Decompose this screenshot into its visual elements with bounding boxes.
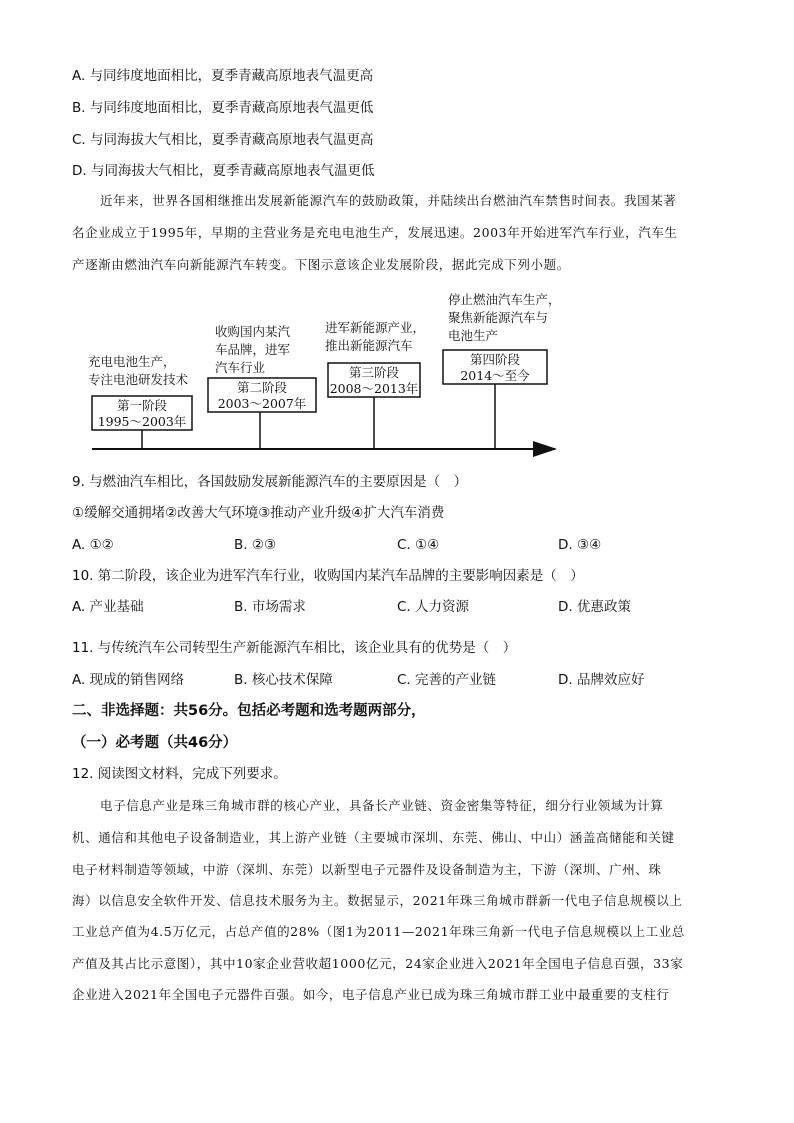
q9-option-c: C. ①④	[397, 537, 440, 553]
q10-option-b: B. 市场需求	[234, 599, 306, 615]
q12-passage-line-3: 电子材料制造等领域，中游（深圳、东莞）以新型电子元器件及设备制造为主，下游（深圳、广州、珠	[72, 862, 662, 877]
q10-option-a: A. 产业基础	[72, 599, 144, 615]
stage2-years: 2003～2007年	[217, 396, 307, 411]
stage2-desc-line-3: 汽车行业	[215, 360, 266, 375]
stage4-desc-line-2: 聚焦新能源汽车与	[448, 310, 549, 325]
q9-option-b: B. ②③	[234, 537, 277, 553]
q11-option-b: B. 核心技术保障	[234, 672, 333, 688]
q9-stem: 9. 与燃油汽车相比，各国鼓励发展新能源汽车的主要原因是（ ）	[72, 474, 468, 490]
q9-items: ①缓解交通拥堵②改善大气环境③推动产业升级④扩大汽车消费	[72, 505, 445, 521]
stage1-title: 第一阶段	[116, 398, 168, 413]
stage4-title: 第四阶段	[469, 352, 521, 367]
stage2-title: 第二阶段	[236, 380, 288, 395]
stage3-desc-line-2: 推出新能源汽车	[325, 338, 413, 353]
section2-subheading: （一）必考题（共46分）	[72, 735, 238, 751]
section2-heading: 二、非选择题：共56分。包括必考题和选考题两部分，	[72, 703, 426, 719]
passage1-line-2: 名企业成立于1995年，早期的主营业务是充电电池生产，发展迅速。2003年开始进军汽车行业，汽车生	[72, 225, 678, 240]
q11-option-a: A. 现成的销售网络	[72, 672, 185, 688]
stage1-desc-line-2: 专注电池研发技术	[88, 372, 189, 387]
q12-passage-line-1: 电子信息产业是珠三角城市群的核心产业，具备长产业链、资金密集等特征，细分行业领域为计算	[100, 798, 664, 813]
q11-option-c: C. 完善的产业链	[397, 672, 497, 688]
stage3-years: 2008～2013年	[329, 381, 419, 396]
q9-option-d: D. ③④	[558, 537, 602, 553]
stage4-desc-line-1: 停止燃油汽车生产，	[448, 292, 561, 307]
q12-passage-line-4: 海）以信息安全软件开发、信息技术服务为主。数据显示，2021年珠三角城市群新一代电子信息规模以上	[72, 893, 683, 908]
q9-option-a: A. ①②	[72, 537, 114, 553]
q10-option-d: D. 优惠政策	[558, 599, 631, 615]
stage4-desc-line-3: 电池生产	[448, 328, 499, 343]
q10-stem: 10. 第二阶段，该企业为进军汽车行业，收购国内某汽车品牌的主要影响因素是（ ）	[72, 568, 584, 584]
stage1-years: 1995～2003年	[97, 414, 187, 429]
q8-option-d: D. 与同海拔大气相比，夏季青藏高原地表气温更低	[72, 163, 375, 179]
q12-passage-line-6: 产值及其占比示意图），其中10家企业营收超1000亿元，24家企业进入2021年全国电子信息百强，33家	[72, 956, 684, 971]
q12-stem: 12. 阅读图文材料，完成下列要求。	[72, 766, 287, 782]
q12-passage-line-2: 机、通信和其他电子设备制造业，其上游产业链（主要城市深圳、东莞、佛山、中山）涵盖高储能和关键	[72, 830, 675, 845]
stage3-title: 第三阶段	[348, 365, 400, 380]
passage1-line-1: 近年来，世界各国相继推出发展新能源汽车的鼓励政策，并陆续出台燃油汽车禁售时间表。我国某著	[100, 193, 677, 208]
q8-option-a: A. 与同纬度地面相比，夏季青藏高原地表气温更高	[72, 68, 374, 84]
q11-option-d: D. 品牌效应好	[558, 672, 645, 688]
q10-option-c: C. 人力资源	[397, 599, 470, 615]
stage4-years: 2014～至今	[460, 368, 530, 383]
stage3-desc-line-1: 进军新能源产业，	[325, 320, 426, 335]
stage2-desc-line-1: 收购国内某汽	[215, 324, 291, 339]
passage1-line-3: 产逐渐由燃油汽车向新能源汽车转变。下图示意该企业发展阶段，据此完成下列小题。	[72, 257, 570, 272]
q8-option-b: B. 与同纬度地面相比，夏季青藏高原地表气温更低	[72, 100, 374, 116]
q8-option-c: C. 与同海拔大气相比，夏季青藏高原地表气温更高	[72, 132, 374, 148]
q11-stem: 11. 与传统汽车公司转型生产新能源汽车相比，该企业具有的优势是（ ）	[72, 640, 517, 656]
q12-passage-line-5: 工业总产值为4.5万亿元，占总产值的28%（图1为2011—2021年珠三角新一代电子信息规模以上工业总	[72, 924, 685, 939]
stage1-desc-line-1: 充电电池生产，	[88, 354, 176, 369]
enterprise-timeline-diagram	[0, 0, 794, 470]
q12-passage-line-7: 企业进入2021年全国电子元器件百强。如今，电子信息产业已成为珠三角城市群工业中最重要的支柱行	[72, 987, 670, 1002]
stage2-desc-line-2: 车品牌，进军	[215, 342, 291, 357]
